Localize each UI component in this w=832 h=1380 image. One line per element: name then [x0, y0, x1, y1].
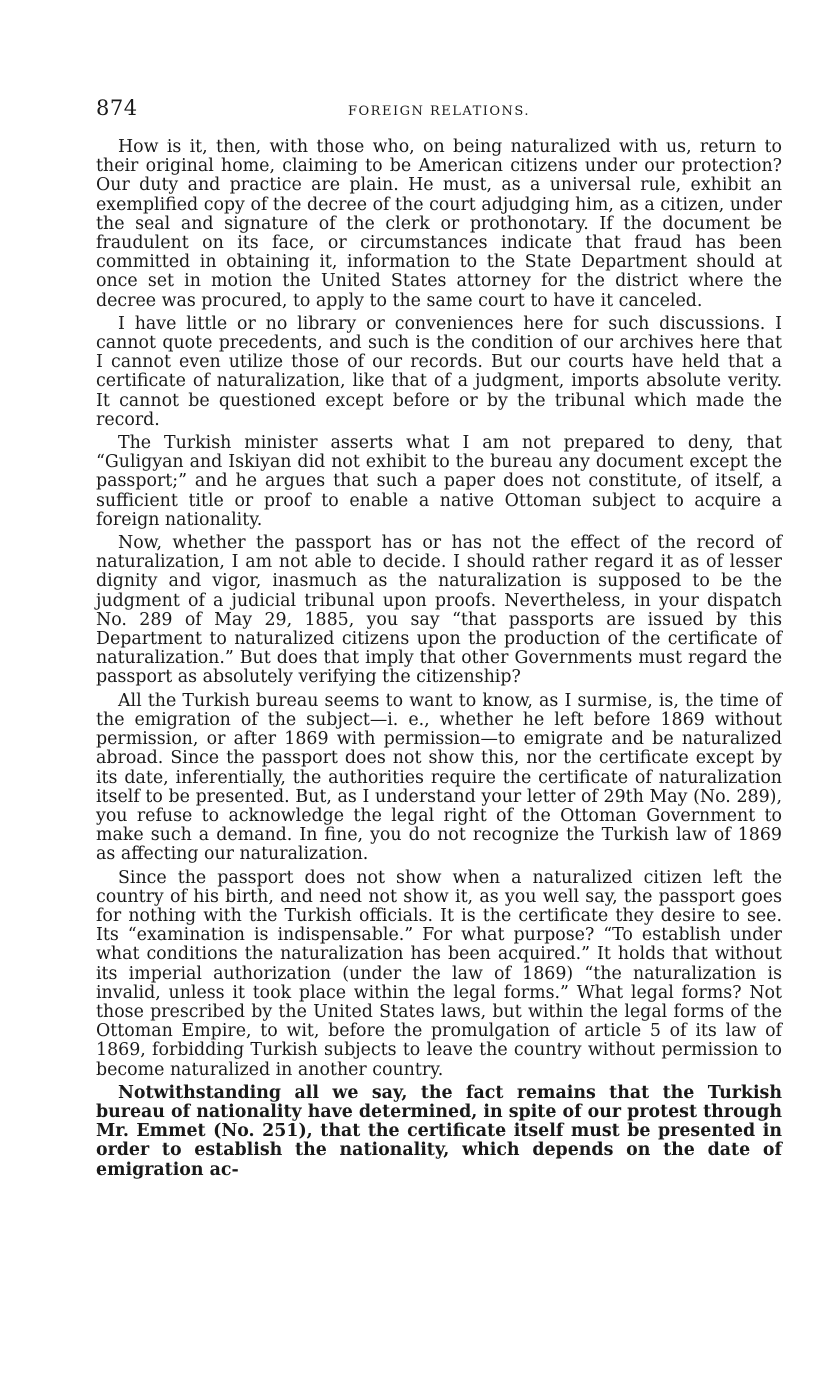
paragraph-4: Now, whether the passport has or has not the effect of the record of naturalization, I am not able to decide. I should rather regard it as of lesser dignity and vigor, inasmuch as the naturalization is supposed to be the judgment of a judicial tribunal upon proofs. Nevertheless, in your dispatch No. 289 of May 29, 1885, you say “that passports are issued by this Department to naturalized citizens upon the production of the certificate of naturalization.” But does that imply that other Governments must regard the passport as absolutely verifying the citizenship? [96, 533, 782, 688]
paragraph-6: Since the passport does not show when a naturalized citizen left the country of his birth, and need not show it, as you well say, the passport goes for nothing with the Turkish officials. It is the certificate they desire to see. Its “examination is indispensable.” For what purpose? “To establish under what conditions the naturalization has been acquired.” It holds that without its imperial authorization (under the law of 1869) “the naturalization is invalid, unless it took place within the legal forms.” What legal forms? Not those prescribed by the United States laws, but within the legal forms of the Ottoman Empire, to wit, before the promulgation of article 5 of its law of 1869, forbidding Turkish subjects to leave the country without permission to become naturalized in another country. [96, 867, 782, 1080]
page-number: 874 [96, 96, 138, 120]
body-text [96, 138, 782, 1180]
running-head [96, 92, 782, 126]
paragraph-7: Notwithstanding all we say, the fact remains that the Turkish bureau of nationality have determined, in spite of our protest through Mr. Emmet (No. 251), that the certificate itself must be presented in order to establish the nationality, which depends on the date of emigration ac- [96, 1082, 782, 1180]
running-title: FOREIGN RELATIONS. [348, 104, 530, 119]
document-page [96, 92, 782, 1180]
paragraph-3: The Turkish minister asserts what I am not prepared to deny, that “Guligyan and Iskiyan did not exhibit to the bureau any document except the passport;” and he argues that such a paper does not constitute, of itself, a sufficient title or proof to enable a native Ottoman subject to acquire a foreign nationality. [96, 433, 782, 530]
paragraph-1: How is it, then, with those who, on being naturalized with us, return to their original home, claiming to be American citizens under our protection? Our duty and practice are plain. He must, as a universal rule, exhibit an exemplified copy of the decree of the court adjudging him, as a citizen, under the seal and signature of the clerk or prothonotary. If the document be fraudulent on its face, or circumstances indicate that fraud has been committed in obtaining it, information to the State Department should at once set in motion the United States attorney for the district where the decree was procured, to apply to the same court to have it canceled. [96, 137, 782, 311]
paragraph-2: I have little or no library or conveniences here for such discussions. I cannot quote precedents, and such is the condition of our archives here that I cannot even utilize those of our records. But our courts have held that a certificate of naturalization, like that of a judgment, imports absolute verity. It cannot be questioned except before or by the tribunal which made the record. [96, 313, 782, 430]
paragraph-5: All the Turkish bureau seems to want to know, as I surmise, is, the time of the emigration of the subject—i. e., whether he left before 1869 without permission, or after 1869 with permission—to emigrate and be naturalized abroad. Since the passport does not show this, nor the certificate except by its date, inferentially, the authorities require the certificate of naturalization itself to be presented. But, as I understand your letter of 29th May (No. 289), you refuse to acknowledge the legal right of the Ottoman Government to make such a demand. In fine, you do not recognize the Turkish law of 1869 as affecting our naturalization. [96, 690, 782, 865]
